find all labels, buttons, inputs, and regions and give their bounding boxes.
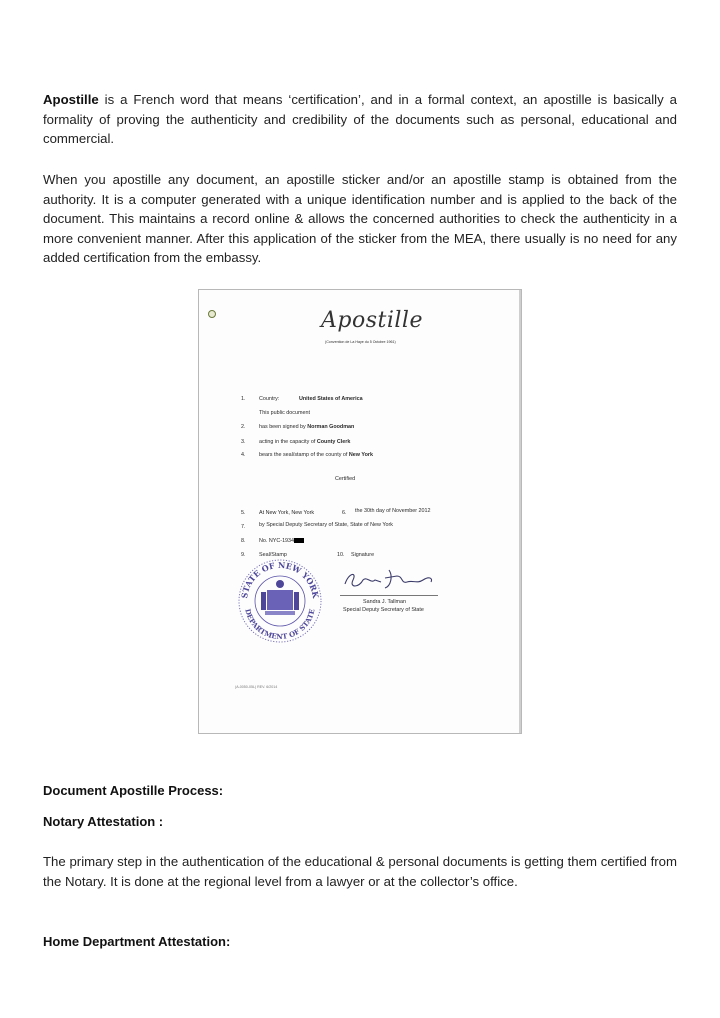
row-number: 5.: [241, 510, 246, 516]
handwritten-signature: [341, 566, 437, 594]
form-code: (A-0050-05L) REV. 6/2014: [235, 685, 278, 689]
county-line: [259, 452, 373, 458]
row-number: 8.: [241, 538, 246, 544]
capacity-value: County Clerk: [316, 439, 351, 445]
svg-text:STATE OF NEW YORK: STATE OF NEW YORK: [239, 559, 321, 600]
certified-label: Certified: [335, 476, 356, 482]
country-label: Country:: [259, 396, 280, 402]
authority-value: by Special Deputy Secretary of State, State of New York: [259, 522, 393, 528]
certificate-title: Apostille: [321, 308, 423, 333]
row-number: 4.: [241, 452, 246, 458]
capacity-label: acting in the capacity of: [259, 439, 316, 445]
certificate-subtitle: (Convention de La Haye du 5 Octobre 1961): [325, 340, 396, 344]
row-number: 9.: [241, 552, 246, 558]
row-number: 10.: [337, 552, 345, 558]
intro-lead-term: Apostille: [43, 92, 99, 107]
apostille-certificate-image: [198, 289, 522, 734]
country-value: United States of America: [299, 396, 363, 402]
signature-label: Signature: [351, 552, 375, 558]
redaction-bar: [294, 538, 304, 543]
row-number: 6.: [342, 510, 347, 516]
notary-paragraph: The primary step in the authentication of the educational & personal documents is getting them certified from the Notary. It is done at the regional level from a lawyer or at the collector’s office.: [43, 854, 677, 889]
svg-text:DEPARTMENT OF STATE: DEPARTMENT OF STATE: [243, 607, 317, 642]
state-seal-stamp: [237, 558, 323, 644]
intro-text: is a French word that means ‘certification’, and in a formal context, an apostille is basically a formality of proving the authenticity and credibility of the documents such as personal, educational and commercial.: [43, 92, 677, 146]
punch-hole: [208, 310, 216, 318]
intro-paragraph: [43, 90, 677, 149]
signer-name: Norman Goodman: [307, 424, 355, 430]
capacity-line: [259, 439, 350, 445]
signed-by-label: has been signed by: [259, 424, 306, 430]
location-value: At New York, New York: [259, 510, 315, 516]
signatory-title: Special Deputy Secretary of State: [343, 607, 424, 613]
date-value: the 30th day of November 2012: [355, 508, 431, 514]
notary-heading: Notary Attestation :: [43, 814, 164, 829]
number-line: [259, 538, 304, 544]
signature-line: [340, 595, 438, 596]
seal-stamp-label: Seal/Stamp: [259, 552, 287, 558]
certificate-number: No. NYC-1934: [259, 538, 295, 544]
home-department-heading: Home Department Attestation:: [43, 934, 231, 949]
public-document-label: This public document: [259, 410, 310, 416]
signed-by-line: [259, 424, 354, 430]
row-number: 3.: [241, 439, 246, 445]
row-number: 1.: [241, 396, 246, 402]
row-number: 7.: [241, 524, 246, 530]
process-heading: Document Apostille Process:: [43, 783, 224, 798]
signatory-name: Sandra J. Tallman: [363, 599, 407, 605]
sticker-paragraph: When you apostille any document, an apostille sticker and/or an apostille stamp is obtained from the authority. It is a computer generated with a unique identification number and is applied to the back of the document. This maintains a record online & allows the concerned authorities to check the authenticity in a more convenient manner. After this application of the sticker from the MEA, there usually is no need for any added certification from the embassy.: [43, 172, 677, 265]
row-number: 2.: [241, 424, 246, 430]
county-label: bears the seal/stamp of the county of: [259, 452, 348, 458]
county-value: New York: [348, 452, 373, 458]
